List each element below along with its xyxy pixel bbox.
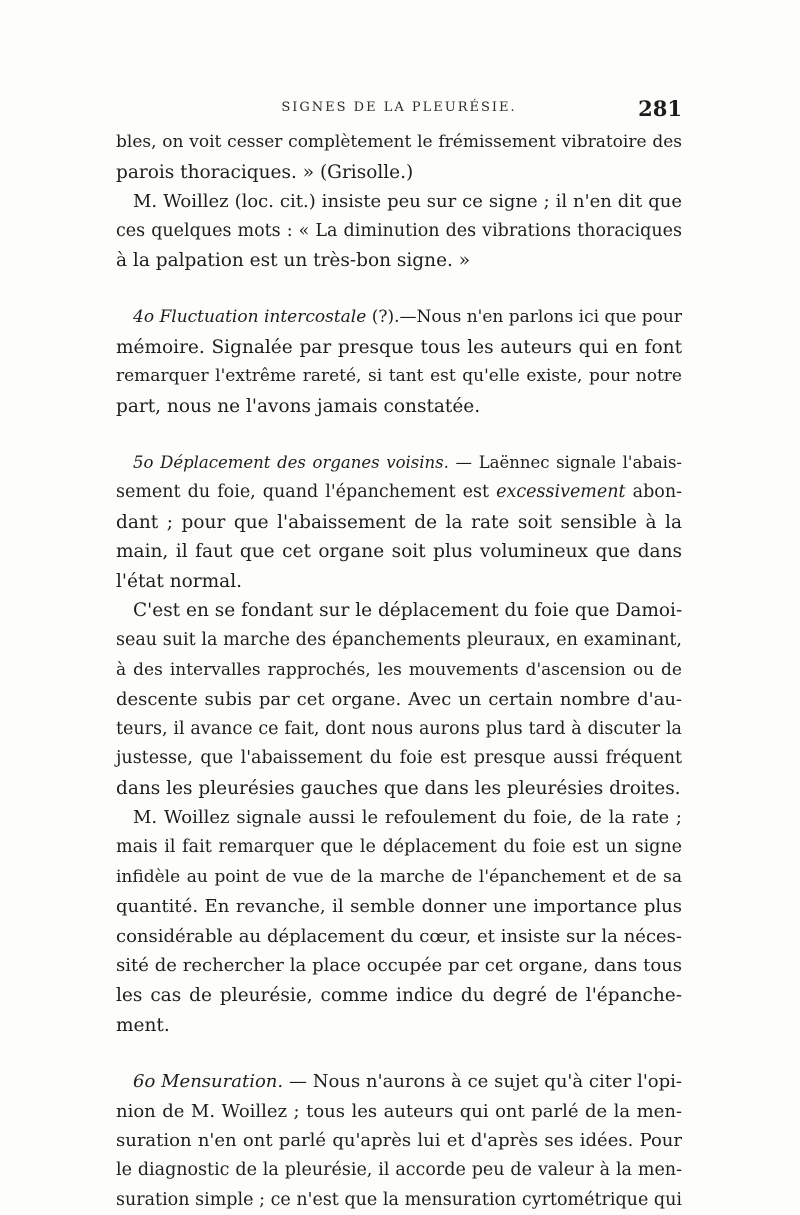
- text-line: main, il faut que cet organe soit plus volumineux que dans: [116, 541, 682, 563]
- text-line: quantité. En revanche, il semble donner une importance plus: [116, 896, 682, 918]
- section-heading: 6o Mensuration.: [133, 1071, 284, 1093]
- text-line: considérable au déplacement du cœur, et insiste sur la néces-: [116, 925, 682, 947]
- text-line: justesse, que l'abaissement du foie est presque aussi fréquent: [116, 748, 682, 769]
- paragraph-gap: [116, 1040, 682, 1067]
- page-number: 281: [638, 96, 682, 121]
- text-line: parois thoraciques. » (Grisolle.): [116, 161, 414, 183]
- section-heading: 4o Fluctuation intercostale: [133, 306, 367, 327]
- text-line: dant ; pour que l'abaissement de la rate soit sensible à la: [116, 511, 682, 533]
- page-header: [116, 96, 682, 126]
- text-line: remarquer l'extrême rareté, si tant est qu'elle existe, pour notre: [116, 366, 682, 387]
- text-line: ces quelques mots : « La diminution des vibrations thoraciques: [116, 220, 682, 241]
- paragraph-gap: [116, 276, 682, 303]
- emphasis-word: excessivement: [496, 481, 626, 502]
- text-line: bles, on voit cesser complètement le frémissement vibratoire des: [116, 132, 682, 152]
- text-line: descente subis par cet organe. Avec un certain nombre d'au-: [116, 689, 682, 711]
- text-line: les cas de pleurésie, comme indice du degré de l'épanche-: [116, 985, 682, 1007]
- text-line: à des intervalles rapprochés, les mouvements d'ascension ou de: [116, 659, 682, 680]
- section-heading-line: [116, 1067, 682, 1097]
- text-line: suration simple ; ce n'est que la mensuration cyrtométrique qui: [116, 1189, 682, 1210]
- text-fragment: sement du foie, quand l'épanchement est: [116, 481, 497, 502]
- text-line: le diagnostic de la pleurésie, il accorde peu de valeur à la men-: [116, 1160, 682, 1180]
- paragraph-gap: [116, 421, 682, 448]
- body-text: [116, 128, 682, 1215]
- text-line: infidèle au point de vue de la marche de l'épanchement et de sa: [116, 866, 682, 887]
- text-line: l'état normal.: [116, 570, 242, 592]
- text-line: [116, 478, 682, 508]
- text-line: à la palpation est un très-bon signe. »: [116, 250, 471, 272]
- text-line: mais il fait remarquer que le déplacement du foie est un signe: [116, 837, 682, 858]
- text-line: sité de rechercher la place occupée par cet organe, dans tous: [116, 955, 682, 977]
- text-line: ment.: [116, 1014, 170, 1036]
- text-line: dans les pleurésies gauches que dans les pleurésies droites.: [116, 777, 681, 799]
- text-line: M. Woillez signale aussi le refoulement du foie, de la rate ;: [133, 807, 682, 829]
- text-fragment: — Nous n'aurons à ce sujet qu'à citer l'opi-: [283, 1071, 683, 1093]
- text-line: part, nous ne l'avons jamais constatée.: [116, 395, 481, 417]
- text-fragment: (?).—Nous n'en parlons ici que pour: [366, 306, 682, 327]
- running-title: SIGNES DE LA PLEURÉSIE.: [281, 100, 517, 115]
- text-line: mémoire. Signalée par presque tous les auteurs qui en font: [116, 336, 682, 358]
- text-line: C'est en se fondant sur le déplacement du foie que Damoi-: [133, 600, 683, 622]
- text-line: seau suit la marche des épanchements pleuraux, en examinant,: [116, 629, 682, 650]
- section-heading: 5o Déplacement des organes voisins.: [133, 453, 449, 473]
- text-line: teurs, il avance ce fait, dont nous aurons plus tard à discuter la: [116, 718, 682, 739]
- text-fragment: abon-: [625, 481, 683, 502]
- section-heading-line: [116, 303, 682, 333]
- text-line: M. Woillez (loc. cit.) insiste peu sur ce signe ; il n'en dit que: [133, 191, 682, 213]
- text-line: nion de M. Woillez ; tous les auteurs qui ont parlé de la men-: [116, 1100, 682, 1122]
- text-line: suration n'en ont parlé qu'après lui et d'après ses idées. Pour: [116, 1130, 682, 1152]
- text-fragment: — Laënnec signale l'abais-: [448, 453, 683, 473]
- section-heading-line: [116, 448, 682, 478]
